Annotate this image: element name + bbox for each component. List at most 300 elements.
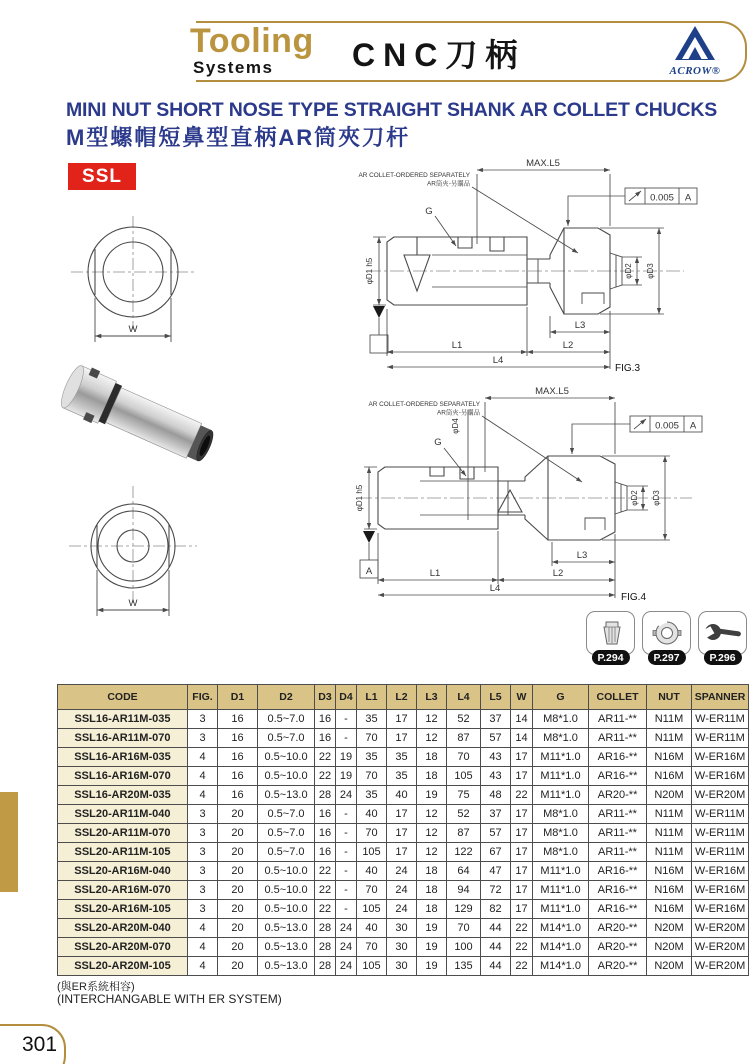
fig3-drawing xyxy=(332,156,755,374)
value-cell: 20 xyxy=(218,862,258,881)
value-cell: 16 xyxy=(315,843,336,862)
nut-icon xyxy=(642,611,691,655)
value-cell: 35 xyxy=(357,786,387,805)
fig4-l2-label: L2 xyxy=(552,568,564,579)
value-cell: 12 xyxy=(417,805,447,824)
value-cell: 57 xyxy=(481,729,511,748)
value-cell: 70 xyxy=(357,881,387,900)
value-cell: N16M xyxy=(647,862,692,881)
value-cell: 19 xyxy=(336,748,357,767)
value-cell: 17 xyxy=(387,805,417,824)
value-cell: W-ER16M xyxy=(692,767,749,786)
value-cell: 24 xyxy=(336,957,357,976)
code-cell: SSL20-AR11M-040 xyxy=(58,805,188,824)
value-cell: AR11-** xyxy=(589,824,647,843)
value-cell: 22 xyxy=(315,881,336,900)
fig3-l2-label: L2 xyxy=(562,340,574,351)
value-cell: 24 xyxy=(387,862,417,881)
value-cell: M11*1.0 xyxy=(533,900,589,919)
value-cell: 18 xyxy=(417,881,447,900)
tool-holder-photo-body xyxy=(56,361,220,471)
code-cell: SSL16-AR11M-035 xyxy=(58,710,188,729)
value-cell: - xyxy=(336,881,357,900)
table-row xyxy=(58,824,749,843)
value-cell: 17 xyxy=(387,824,417,843)
value-cell: 20 xyxy=(218,881,258,900)
value-cell: M11*1.0 xyxy=(533,862,589,881)
value-cell: W-ER20M xyxy=(692,786,749,805)
value-cell: - xyxy=(336,862,357,881)
code-cell: SSL20-AR20M-040 xyxy=(58,919,188,938)
value-cell: 70 xyxy=(447,748,481,767)
fig4-note-en: AR COLLET-ORDERED SEPARATELY xyxy=(368,401,480,408)
value-cell: 22 xyxy=(511,938,533,957)
value-cell: 17 xyxy=(511,843,533,862)
acrow-logo xyxy=(662,26,728,77)
value-cell: 0.5~7.0 xyxy=(258,824,315,843)
value-cell: 30 xyxy=(387,957,417,976)
value-cell: 3 xyxy=(188,862,218,881)
table-row xyxy=(58,957,749,976)
runout-symbol-icon xyxy=(629,191,641,201)
fig3-d3-label: φD3 xyxy=(646,263,655,279)
value-cell: 44 xyxy=(481,957,511,976)
column-header: NUT xyxy=(647,685,692,710)
value-cell: 52 xyxy=(447,805,481,824)
value-cell: 87 xyxy=(447,824,481,843)
fig4-datum-ref: A xyxy=(689,420,697,432)
footnote-en: (INTERCHANGABLE WITH ER SYSTEM) xyxy=(57,992,282,1006)
value-cell: AR16-** xyxy=(589,862,647,881)
value-cell: 122 xyxy=(447,843,481,862)
value-cell: 37 xyxy=(481,805,511,824)
value-cell: 3 xyxy=(188,710,218,729)
value-cell: 40 xyxy=(357,919,387,938)
value-cell: M11*1.0 xyxy=(533,767,589,786)
value-cell: 35 xyxy=(357,710,387,729)
value-cell: 16 xyxy=(218,729,258,748)
fig3-g-label: G xyxy=(425,206,433,217)
value-cell: 16 xyxy=(315,805,336,824)
column-header: SPANNER xyxy=(692,685,749,710)
value-cell: 12 xyxy=(417,729,447,748)
table-row xyxy=(58,729,749,748)
value-cell: 12 xyxy=(417,824,447,843)
code-cell: SSL16-AR16M-035 xyxy=(58,748,188,767)
value-cell: M8*1.0 xyxy=(533,710,589,729)
value-cell: 20 xyxy=(218,843,258,862)
value-cell: M11*1.0 xyxy=(533,881,589,900)
value-cell: 44 xyxy=(481,938,511,957)
value-cell: 105 xyxy=(357,957,387,976)
fig4-caption: FIG.4 xyxy=(621,592,647,603)
value-cell: M11*1.0 xyxy=(533,748,589,767)
value-cell: AR16-** xyxy=(589,900,647,919)
value-cell: AR11-** xyxy=(589,729,647,748)
value-cell: M14*1.0 xyxy=(533,938,589,957)
value-cell: 0.5~10.0 xyxy=(258,748,315,767)
value-cell: N20M xyxy=(647,786,692,805)
value-cell: 82 xyxy=(481,900,511,919)
value-cell: 30 xyxy=(387,938,417,957)
ref-card-collet xyxy=(586,611,635,669)
table-row xyxy=(58,786,749,805)
column-header: L4 xyxy=(447,685,481,710)
value-cell: 16 xyxy=(315,710,336,729)
value-cell: 4 xyxy=(188,748,218,767)
ref-page-badge: P.297 xyxy=(647,650,685,665)
value-cell: 28 xyxy=(315,957,336,976)
value-cell: 44 xyxy=(481,919,511,938)
fig3-l4-label: L4 xyxy=(492,355,504,366)
value-cell: 4 xyxy=(188,957,218,976)
value-cell: 19 xyxy=(417,938,447,957)
value-cell: N11M xyxy=(647,729,692,748)
value-cell: 64 xyxy=(447,862,481,881)
fig4-runout-value: 0.005 xyxy=(655,420,679,432)
value-cell: 12 xyxy=(417,843,447,862)
value-cell: 19 xyxy=(417,786,447,805)
value-cell: 17 xyxy=(511,862,533,881)
value-cell: 20 xyxy=(218,824,258,843)
value-cell: 37 xyxy=(481,710,511,729)
value-cell: 70 xyxy=(357,824,387,843)
fig3-note-en: AR COLLET-ORDERED SEPARATELY xyxy=(358,172,470,179)
value-cell: 94 xyxy=(447,881,481,900)
value-cell: 35 xyxy=(387,748,417,767)
fig3-l3-label: L3 xyxy=(574,320,586,331)
value-cell: 22 xyxy=(315,748,336,767)
value-cell: AR20-** xyxy=(589,919,647,938)
value-cell: 0.5~13.0 xyxy=(258,919,315,938)
value-cell: 22 xyxy=(511,957,533,976)
product-title-cjk: M型螺帽短鼻型直柄AR筒夾刀杆 xyxy=(66,125,411,150)
value-cell: 0.5~7.0 xyxy=(258,710,315,729)
front-view-drawing-1 xyxy=(45,208,220,360)
value-cell: 3 xyxy=(188,824,218,843)
ref-page-badge: P.294 xyxy=(591,650,629,665)
page-title: CNC刀柄 xyxy=(352,37,526,73)
value-cell: 87 xyxy=(447,729,481,748)
value-cell: AR20-** xyxy=(589,938,647,957)
value-cell: AR20-** xyxy=(589,957,647,976)
table-row xyxy=(58,900,749,919)
value-cell: 0.5~10.0 xyxy=(258,881,315,900)
column-header: L2 xyxy=(387,685,417,710)
value-cell: AR11-** xyxy=(589,843,647,862)
product-photo xyxy=(48,360,243,482)
value-cell: 17 xyxy=(511,824,533,843)
value-cell: 135 xyxy=(447,957,481,976)
value-cell: M8*1.0 xyxy=(533,729,589,748)
value-cell: 17 xyxy=(511,767,533,786)
value-cell: 72 xyxy=(481,881,511,900)
value-cell: 19 xyxy=(417,957,447,976)
fig4-l4-label: L4 xyxy=(489,583,501,594)
value-cell: 24 xyxy=(336,938,357,957)
code-cell: SSL16-AR16M-070 xyxy=(58,767,188,786)
value-cell: 0.5~10.0 xyxy=(258,900,315,919)
value-cell: 105 xyxy=(357,843,387,862)
value-cell: 16 xyxy=(218,748,258,767)
value-cell: 17 xyxy=(387,729,417,748)
value-cell: W-ER16M xyxy=(692,881,749,900)
table-row xyxy=(58,748,749,767)
value-cell: N11M xyxy=(647,805,692,824)
value-cell: 18 xyxy=(417,767,447,786)
value-cell: 16 xyxy=(218,767,258,786)
value-cell: - xyxy=(336,900,357,919)
fig3-note-cjk: AR筒夾-另購品 xyxy=(427,180,470,188)
column-header: D4 xyxy=(336,685,357,710)
fig4-d4-label: φD4 xyxy=(451,418,460,434)
table-row xyxy=(58,938,749,957)
value-cell: 14 xyxy=(511,729,533,748)
value-cell: 3 xyxy=(188,805,218,824)
value-cell: 22 xyxy=(511,786,533,805)
product-title-en: MINI NUT SHORT NOSE TYPE STRAIGHT SHANK AR COLLET CHUCKS xyxy=(66,99,718,121)
value-cell: 20 xyxy=(218,805,258,824)
page-number-tab xyxy=(0,1024,66,1064)
code-cell: SSL20-AR11M-105 xyxy=(58,843,188,862)
value-cell: W-ER20M xyxy=(692,957,749,976)
value-cell: 24 xyxy=(387,881,417,900)
value-cell: 0.5~7.0 xyxy=(258,729,315,748)
value-cell: 0.5~13.0 xyxy=(258,786,315,805)
value-cell: 3 xyxy=(188,881,218,900)
brand-logo xyxy=(186,24,326,78)
value-cell: N20M xyxy=(647,919,692,938)
column-header: L5 xyxy=(481,685,511,710)
value-cell: 4 xyxy=(188,786,218,805)
column-header: CODE xyxy=(58,685,188,710)
value-cell: 4 xyxy=(188,938,218,957)
value-cell: 24 xyxy=(336,919,357,938)
acrow-triangle-icon xyxy=(675,26,715,60)
value-cell: 4 xyxy=(188,767,218,786)
footnote-cjk: (與ER系統相容) xyxy=(57,981,135,993)
value-cell: 20 xyxy=(218,957,258,976)
value-cell: 35 xyxy=(357,748,387,767)
column-header: COLLET xyxy=(589,685,647,710)
value-cell: 70 xyxy=(357,938,387,957)
value-cell: N16M xyxy=(647,748,692,767)
value-cell: W-ER11M xyxy=(692,824,749,843)
fig3-max-l5: MAX.L5 xyxy=(526,158,560,169)
value-cell: 0.5~7.0 xyxy=(258,805,315,824)
value-cell: 28 xyxy=(315,919,336,938)
column-header: D3 xyxy=(315,685,336,710)
value-cell: 75 xyxy=(447,786,481,805)
value-cell: 48 xyxy=(481,786,511,805)
value-cell: 4 xyxy=(188,919,218,938)
value-cell: - xyxy=(336,843,357,862)
value-cell: - xyxy=(336,710,357,729)
spec-table xyxy=(57,684,749,976)
table-row xyxy=(58,919,749,938)
value-cell: AR16-** xyxy=(589,881,647,900)
table-row xyxy=(58,843,749,862)
value-cell: 17 xyxy=(387,710,417,729)
spanner-icon xyxy=(698,611,747,655)
value-cell: 57 xyxy=(481,824,511,843)
page-number: 301 xyxy=(22,1033,58,1056)
code-cell: SSL16-AR20M-035 xyxy=(58,786,188,805)
value-cell: 22 xyxy=(315,900,336,919)
value-cell: 0.5~7.0 xyxy=(258,843,315,862)
spec-table-body xyxy=(58,710,749,976)
fig4-l1-label: L1 xyxy=(429,568,441,579)
value-cell: N16M xyxy=(647,881,692,900)
datum-triangle-icon xyxy=(373,306,385,318)
value-cell: 43 xyxy=(481,767,511,786)
fig3-datum-ref: A xyxy=(684,192,692,204)
table-row xyxy=(58,805,749,824)
value-cell: 40 xyxy=(357,862,387,881)
column-header: L3 xyxy=(417,685,447,710)
table-row xyxy=(58,881,749,900)
value-cell: 40 xyxy=(357,805,387,824)
value-cell: 19 xyxy=(417,919,447,938)
table-row xyxy=(58,767,749,786)
acrow-logo-text: ACROW® xyxy=(669,65,721,77)
fig3-l1-label: L1 xyxy=(451,340,463,351)
code-cell: SSL20-AR20M-070 xyxy=(58,938,188,957)
fig4-datum-box-label: A xyxy=(365,566,373,577)
value-cell: 47 xyxy=(481,862,511,881)
value-cell: 22 xyxy=(511,919,533,938)
spec-table-header-row xyxy=(58,685,749,710)
column-header: W xyxy=(511,685,533,710)
code-cell: SSL20-AR16M-040 xyxy=(58,862,188,881)
fig4-d2-label: φD2 xyxy=(630,490,639,506)
value-cell: 17 xyxy=(511,805,533,824)
value-cell: N11M xyxy=(647,824,692,843)
ref-card-spanner xyxy=(698,611,747,669)
value-cell: 18 xyxy=(417,862,447,881)
value-cell: W-ER11M xyxy=(692,710,749,729)
value-cell: 17 xyxy=(511,881,533,900)
value-cell: 20 xyxy=(218,900,258,919)
value-cell: 70 xyxy=(357,767,387,786)
value-cell: 19 xyxy=(336,767,357,786)
value-cell: 18 xyxy=(417,900,447,919)
column-header: L1 xyxy=(357,685,387,710)
table-row xyxy=(58,710,749,729)
value-cell: 22 xyxy=(315,862,336,881)
value-cell: 40 xyxy=(387,786,417,805)
series-badge: SSL xyxy=(68,163,136,190)
value-cell: 28 xyxy=(315,786,336,805)
value-cell: 105 xyxy=(357,900,387,919)
value-cell: 12 xyxy=(417,710,447,729)
fig3-caption: FIG.3 xyxy=(615,363,641,374)
value-cell: 28 xyxy=(315,938,336,957)
value-cell: 100 xyxy=(447,938,481,957)
value-cell: N16M xyxy=(647,900,692,919)
fig4-d1-label: φD1 h5 xyxy=(355,484,364,512)
value-cell: AR16-** xyxy=(589,767,647,786)
value-cell: N20M xyxy=(647,957,692,976)
value-cell: 35 xyxy=(387,767,417,786)
value-cell: 14 xyxy=(511,710,533,729)
value-cell: AR20-** xyxy=(589,786,647,805)
fig4-max-l5: MAX.L5 xyxy=(535,386,569,397)
fig3-d2-label: φD2 xyxy=(624,263,633,279)
value-cell: 43 xyxy=(481,748,511,767)
value-cell: - xyxy=(336,805,357,824)
value-cell: W-ER11M xyxy=(692,843,749,862)
value-cell: 30 xyxy=(387,919,417,938)
value-cell: M8*1.0 xyxy=(533,805,589,824)
value-cell: N20M xyxy=(647,938,692,957)
value-cell: 16 xyxy=(218,786,258,805)
value-cell: 70 xyxy=(447,919,481,938)
value-cell: 0.5~13.0 xyxy=(258,957,315,976)
front-view-drawing-2 xyxy=(45,476,220,634)
value-cell: AR11-** xyxy=(589,710,647,729)
fig4-l3-label: L3 xyxy=(576,550,588,561)
ref-card-nut xyxy=(642,611,691,669)
value-cell: 16 xyxy=(315,824,336,843)
value-cell: M8*1.0 xyxy=(533,824,589,843)
value-cell: 18 xyxy=(417,748,447,767)
value-cell: W-ER16M xyxy=(692,748,749,767)
value-cell: AR11-** xyxy=(589,805,647,824)
value-cell: M14*1.0 xyxy=(533,919,589,938)
value-cell: 20 xyxy=(218,938,258,957)
fig4-d3-label: φD3 xyxy=(652,490,661,506)
value-cell: 129 xyxy=(447,900,481,919)
value-cell: 0.5~10.0 xyxy=(258,862,315,881)
value-cell: W-ER20M xyxy=(692,938,749,957)
brand-line2: Systems xyxy=(193,58,274,77)
value-cell: 67 xyxy=(481,843,511,862)
column-header: D2 xyxy=(258,685,315,710)
value-cell: - xyxy=(336,824,357,843)
fig4-g-label: G xyxy=(434,437,442,448)
value-cell: 52 xyxy=(447,710,481,729)
w-dim-label: W xyxy=(128,598,138,609)
value-cell: M11*1.0 xyxy=(533,786,589,805)
value-cell: 0.5~13.0 xyxy=(258,938,315,957)
value-cell: M14*1.0 xyxy=(533,957,589,976)
value-cell: N11M xyxy=(647,710,692,729)
value-cell: 3 xyxy=(188,843,218,862)
datum-triangle-icon xyxy=(363,531,375,543)
value-cell: 17 xyxy=(387,843,417,862)
runout-symbol-icon xyxy=(634,419,646,429)
value-cell: 70 xyxy=(357,729,387,748)
column-header: FIG. xyxy=(188,685,218,710)
ref-page-badge: P.296 xyxy=(703,650,741,665)
value-cell: N16M xyxy=(647,767,692,786)
value-cell: - xyxy=(336,729,357,748)
code-cell: SSL20-AR20M-105 xyxy=(58,957,188,976)
table-row xyxy=(58,862,749,881)
code-cell: SSL16-AR11M-070 xyxy=(58,729,188,748)
value-cell: 3 xyxy=(188,729,218,748)
brand-line1: Tooling xyxy=(190,22,314,60)
column-header: G xyxy=(533,685,589,710)
reference-icons xyxy=(586,611,747,669)
value-cell: 16 xyxy=(218,710,258,729)
value-cell: W-ER16M xyxy=(692,862,749,881)
value-cell: 24 xyxy=(387,900,417,919)
value-cell: W-ER11M xyxy=(692,729,749,748)
fig4-note-cjk: AR筒夾-另購品 xyxy=(437,409,480,417)
value-cell: 17 xyxy=(511,748,533,767)
